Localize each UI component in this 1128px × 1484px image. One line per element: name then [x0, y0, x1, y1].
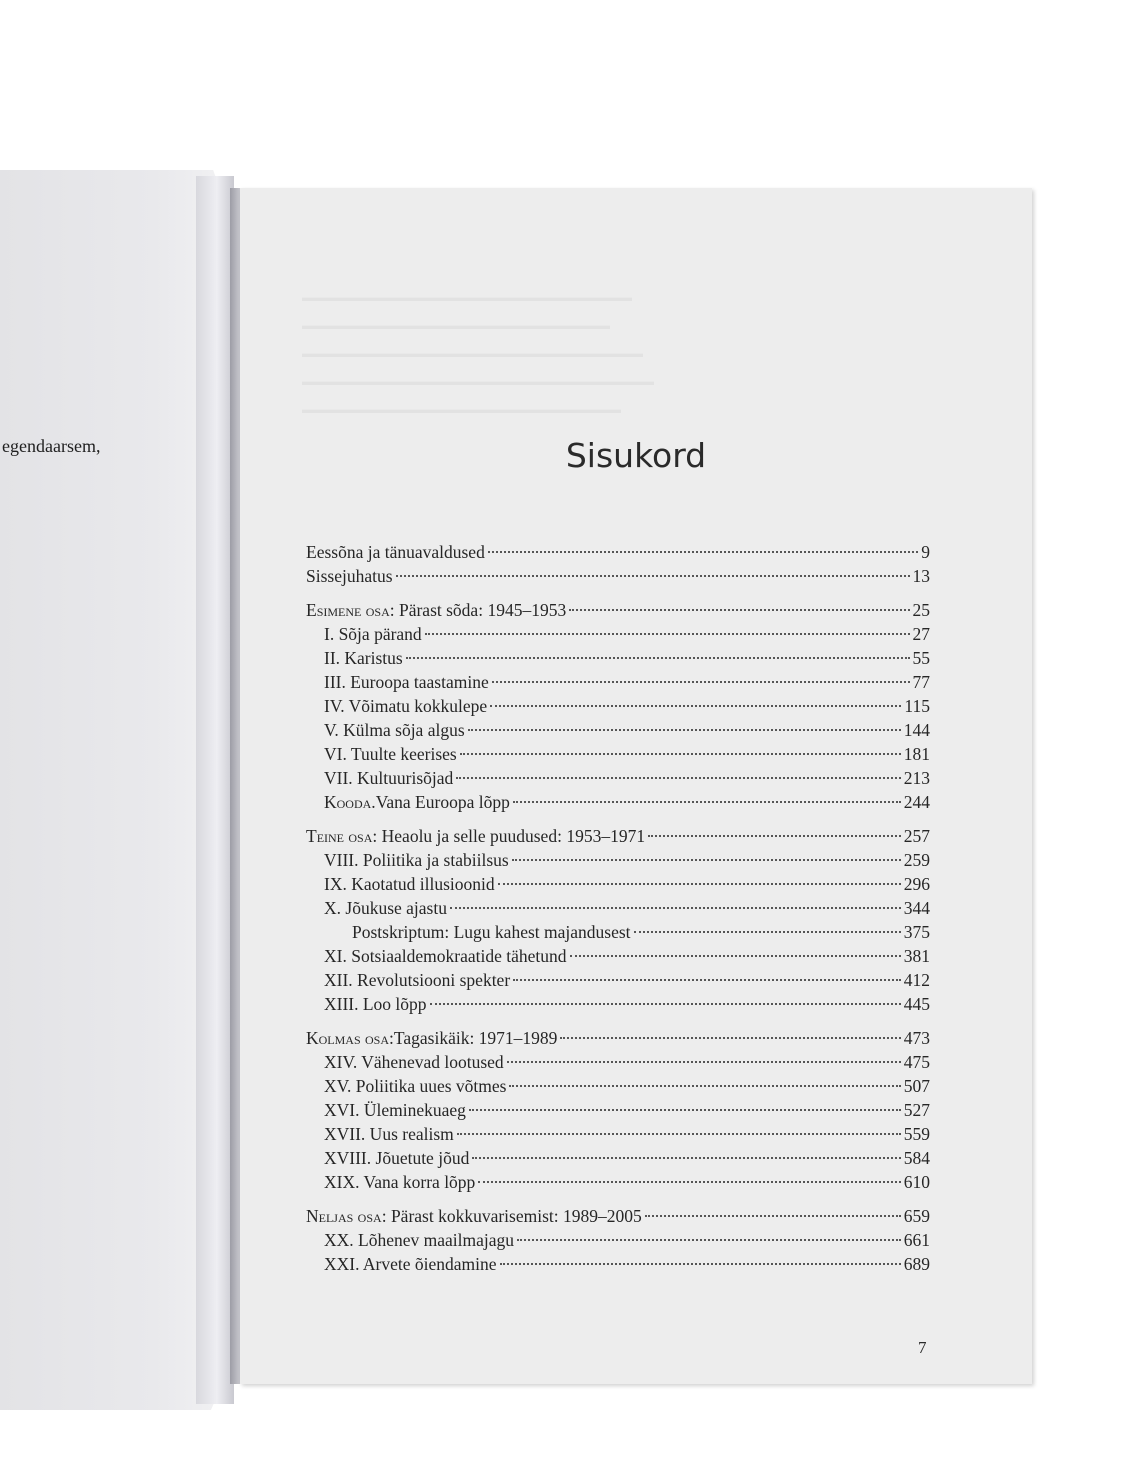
- toc-entry-text: I. Sõja pärand: [324, 624, 422, 644]
- toc-entry-title: [324, 992, 427, 1016]
- left-page: [0, 170, 222, 1410]
- toc-entry-title: [324, 1228, 514, 1252]
- toc-entry: [306, 1204, 930, 1228]
- toc-page-number: 27: [912, 624, 930, 644]
- toc-page-number: 257: [903, 826, 930, 846]
- toc-entry-text: XXI. Arvete õiendamine: [324, 1254, 497, 1274]
- toc-page-number: 475: [903, 1052, 930, 1072]
- toc-entry: [306, 1228, 930, 1252]
- toc-entry-text: XVII. Uus realism: [324, 1124, 454, 1144]
- toc-entry-text: X. Jõukuse ajastu: [324, 898, 447, 918]
- toc-entry: [306, 968, 930, 992]
- toc-section: [306, 540, 930, 588]
- dot-leader: [472, 1157, 900, 1159]
- toc-entry-text: Pärast kokkuvarisemist: 1989–2005: [386, 1206, 642, 1226]
- toc-entry: [306, 1074, 930, 1098]
- toc-page-number: 181: [903, 744, 930, 764]
- toc-entry-title: [324, 646, 403, 670]
- toc-page-number: 445: [903, 994, 930, 1014]
- toc-entry-text: XIX. Vana korra lõpp: [324, 1172, 476, 1192]
- toc-entry-text: XV. Poliitika uues võtmes: [324, 1076, 507, 1096]
- toc-page-number: 559: [903, 1124, 930, 1144]
- toc-entry: [306, 598, 930, 622]
- toc-page-number: 527: [903, 1100, 930, 1120]
- toc-part-label: Neljas osa:: [306, 1206, 387, 1226]
- toc-entry-text: Vana Euroopa lõpp: [375, 792, 510, 812]
- toc-entry-title: [306, 540, 485, 564]
- toc-entry-title: [324, 790, 510, 814]
- toc-entry-title: [324, 1050, 504, 1074]
- toc-entry-title: [324, 1252, 497, 1276]
- toc-entry-text: VI. Tuulte keerises: [324, 744, 457, 764]
- table-of-contents: [306, 540, 930, 1286]
- toc-page-number: 659: [903, 1206, 930, 1226]
- toc-entry-title: [324, 670, 489, 694]
- dot-leader: [570, 955, 901, 957]
- toc-page-number: 55: [912, 648, 930, 668]
- toc-entry-text: XIII. Loo lõpp: [324, 994, 427, 1014]
- toc-entry: [306, 1252, 930, 1276]
- left-page-text: egendaarsem,: [2, 436, 101, 456]
- dot-leader: [560, 1037, 900, 1039]
- toc-section: [306, 1026, 930, 1194]
- toc-page-number: 375: [903, 922, 930, 942]
- toc-entry: [306, 824, 930, 848]
- toc-entry-title: [324, 1170, 475, 1194]
- dot-leader: [430, 1003, 901, 1005]
- toc-entry-title: [324, 1146, 469, 1170]
- toc-entry: [306, 742, 930, 766]
- toc-entry-text: XIV. Vähenevad lootused: [324, 1052, 504, 1072]
- toc-entry-title: [324, 896, 447, 920]
- dot-leader: [648, 835, 901, 837]
- toc-page-number: 13: [912, 566, 930, 586]
- dot-leader: [468, 729, 901, 731]
- toc-entry-text: XX. Lõhenev maailmajagu: [324, 1230, 515, 1250]
- toc-entry-text: Heaolu ja selle puudused: 1953–1971: [377, 826, 646, 846]
- toc-entry: [306, 790, 930, 814]
- toc-entry-title: [324, 1122, 454, 1146]
- toc-page-number: 412: [903, 970, 930, 990]
- toc-entry-title: [324, 622, 422, 646]
- toc-page-number: 344: [903, 898, 930, 918]
- toc-entry-text: Tagasikäik: 1971–1989: [393, 1028, 558, 1048]
- toc-page-number: 507: [903, 1076, 930, 1096]
- toc-entry: [306, 1098, 930, 1122]
- toc-page-number: 259: [903, 850, 930, 870]
- toc-entry-title: [324, 1074, 506, 1098]
- toc-entry-title: [352, 920, 631, 944]
- toc-entry-title: [324, 848, 509, 872]
- dot-leader: [457, 1133, 901, 1135]
- toc-page-number: 381: [903, 946, 930, 966]
- dot-leader: [478, 1181, 900, 1183]
- dot-leader: [569, 609, 909, 611]
- toc-entry: [306, 564, 930, 588]
- dot-leader: [490, 705, 901, 707]
- dot-leader: [469, 1109, 901, 1111]
- toc-page-number: 296: [903, 874, 930, 894]
- toc-entry: [306, 1026, 930, 1050]
- dot-leader: [500, 1263, 901, 1265]
- page-number: 7: [918, 1338, 927, 1357]
- toc-page-number: 213: [903, 768, 930, 788]
- toc-entry: [306, 540, 930, 564]
- toc-entry-text: XVIII. Jõuetute jõud: [324, 1148, 470, 1168]
- toc-page-number: 244: [903, 792, 930, 812]
- show-through-text: ▬▬▬▬▬▬▬▬▬▬▬▬▬▬▬▬▬▬▬▬▬▬▬▬▬▬▬▬▬▬ ▬▬▬▬▬▬▬▬▬▬▬▬▬▬▬▬▬▬▬▬▬▬▬▬▬▬▬▬ ▬▬▬▬▬▬▬▬▬▬▬▬▬▬▬▬▬▬▬▬▬▬▬▬▬▬▬▬▬▬▬ ▬▬▬▬▬▬▬▬▬▬▬▬▬▬▬▬▬▬▬▬▬▬▬▬▬▬▬▬▬▬▬▬ ▬▬▬▬▬▬▬▬▬▬▬▬▬▬▬▬▬▬▬▬▬▬▬▬▬▬▬▬▬: [302, 292, 654, 416]
- toc-entry-title: [324, 718, 465, 742]
- dot-leader: [513, 979, 901, 981]
- toc-entry-title: [324, 944, 567, 968]
- dot-leader: [507, 1061, 901, 1063]
- toc-entry-title: [306, 824, 645, 848]
- toc-entry-title: [324, 968, 510, 992]
- dot-leader: [512, 859, 901, 861]
- dot-leader: [460, 753, 901, 755]
- toc-part-label: Esimene osa:: [306, 600, 395, 620]
- toc-entry-text: IX. Kaotatud illusioonid: [324, 874, 495, 894]
- dot-leader: [406, 657, 910, 659]
- toc-entry: [306, 646, 930, 670]
- toc-entry: [306, 896, 930, 920]
- toc-page-number: 661: [903, 1230, 930, 1250]
- toc-entry-text: II. Karistus: [324, 648, 403, 668]
- dot-leader: [456, 777, 900, 779]
- toc-entry-title: [324, 694, 487, 718]
- toc-section: [306, 1204, 930, 1276]
- toc-entry: [306, 1050, 930, 1074]
- toc-entry-title: [324, 872, 495, 896]
- toc-entry-text: Pärast sõda: 1945–1953: [394, 600, 567, 620]
- toc-entry: [306, 1122, 930, 1146]
- toc-entry-text: Eessõna ja tänuavaldused: [306, 542, 485, 562]
- toc-section: [306, 598, 930, 814]
- toc-entry-title: [306, 598, 566, 622]
- page-title: Sisukord: [565, 436, 707, 475]
- toc-entry-title: [306, 1204, 642, 1228]
- dot-leader: [634, 931, 901, 933]
- toc-page-number: 9: [921, 542, 930, 562]
- toc-section: [306, 824, 930, 1016]
- toc-entry: [306, 1146, 930, 1170]
- toc-entry-text: VIII. Poliitika ja stabiilsus: [324, 850, 509, 870]
- toc-entry-text: IV. Võimatu kokkulepe: [324, 696, 488, 716]
- dot-leader: [492, 681, 910, 683]
- dot-leader: [509, 1085, 900, 1087]
- toc-entry-text: XI. Sotsiaaldemokraatide tähetund: [324, 946, 567, 966]
- dot-leader: [488, 551, 918, 553]
- toc-entry: [306, 944, 930, 968]
- toc-entry-title: [306, 1026, 557, 1050]
- toc-entry-text: Postskriptum: Lugu kahest majandusest: [352, 922, 631, 942]
- toc-entry-title: [324, 766, 453, 790]
- toc-entry-text: XII. Revolutsiooni spekter: [324, 970, 511, 990]
- toc-page-number: 25: [912, 600, 930, 620]
- toc-page-number: 610: [903, 1172, 930, 1192]
- toc-entry: [306, 1170, 930, 1194]
- dot-leader: [396, 575, 910, 577]
- toc-entry: [306, 920, 930, 944]
- toc-entry: [306, 872, 930, 896]
- toc-entry: [306, 670, 930, 694]
- toc-entry: [306, 992, 930, 1016]
- dot-leader: [513, 801, 901, 803]
- toc-entry-text: III. Euroopa taastamine: [324, 672, 489, 692]
- toc-entry: [306, 766, 930, 790]
- toc-page-number: 144: [903, 720, 930, 740]
- toc-entry-text: Sissejuhatus: [306, 566, 393, 586]
- toc-entry-title: [324, 742, 457, 766]
- toc-entry-text: V. Külma sõja algus: [324, 720, 465, 740]
- toc-entry: [306, 694, 930, 718]
- toc-page-number: 473: [903, 1028, 930, 1048]
- toc-page-number: 584: [903, 1148, 930, 1168]
- dot-leader: [517, 1239, 901, 1241]
- toc-part-label: Kolmas osa:: [306, 1028, 394, 1048]
- dot-leader: [498, 883, 901, 885]
- left-page-edge: [196, 176, 234, 1404]
- toc-part-label: Kooda.: [324, 792, 376, 812]
- dot-leader: [450, 907, 901, 909]
- dot-leader: [425, 633, 910, 635]
- toc-entry-text: XVI. Üleminekuaeg: [324, 1100, 466, 1120]
- dot-leader: [645, 1215, 901, 1217]
- toc-page-number: 115: [904, 696, 930, 716]
- toc-page-number: 77: [912, 672, 930, 692]
- toc-page-number: 689: [903, 1254, 930, 1274]
- toc-part-label: Teine osa:: [306, 826, 378, 846]
- toc-entry: [306, 718, 930, 742]
- toc-entry-text: VII. Kultuurisõjad: [324, 768, 454, 788]
- toc-entry-title: [324, 1098, 466, 1122]
- toc-entry: [306, 848, 930, 872]
- toc-entry-title: [306, 564, 393, 588]
- toc-entry: [306, 622, 930, 646]
